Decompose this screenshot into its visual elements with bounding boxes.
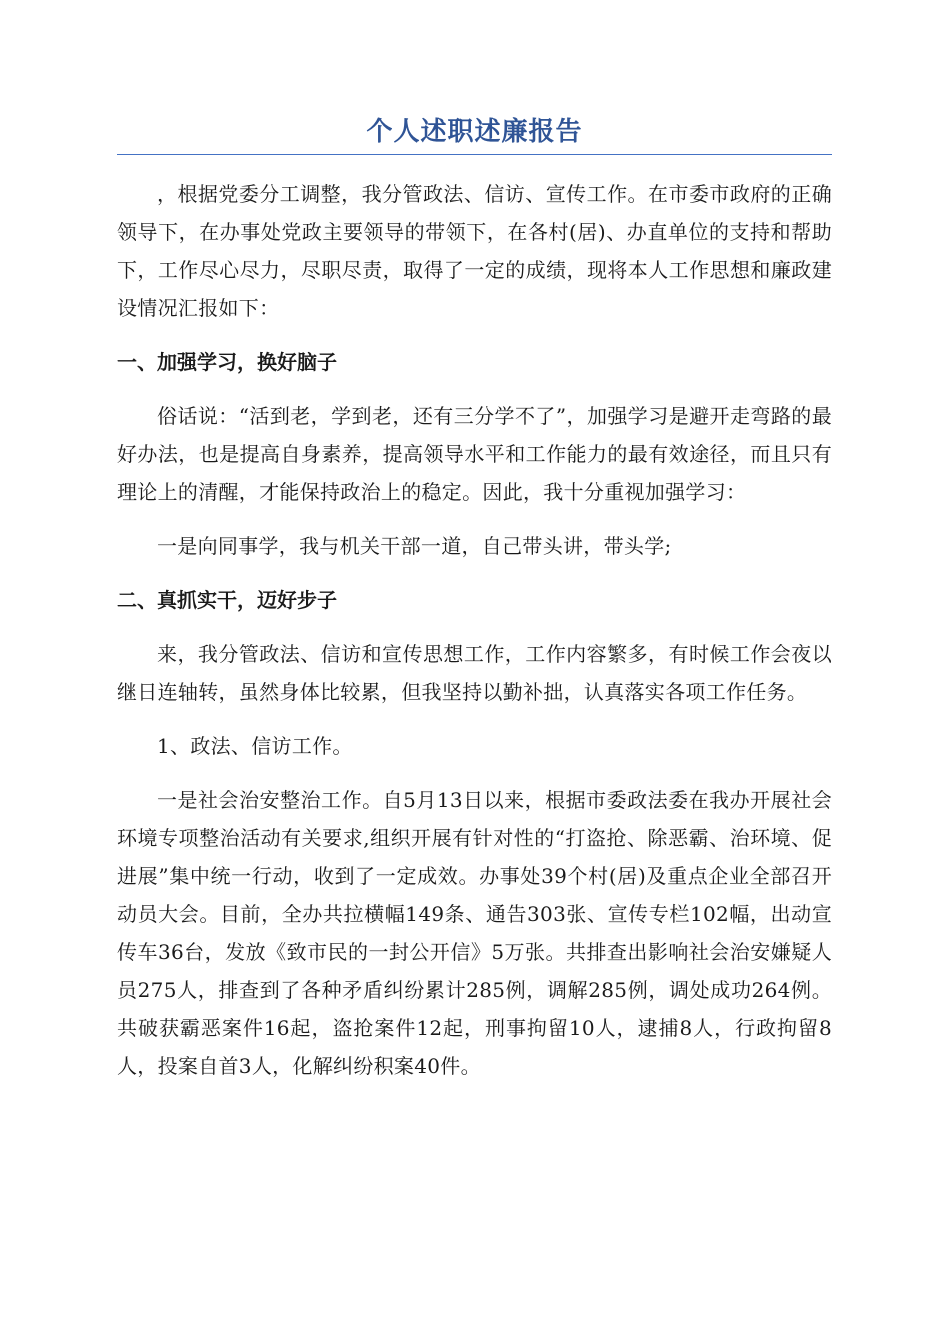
document-body xyxy=(117,175,832,1085)
paragraph-public-security: 一是社会治安整治工作。自5月13日以来，根据市委政法委在我办开展社会环境专项整治活动有关要求,组织开展有针对性的“打盗抢、除恶霸、治环境、促进展”集中统一行动，收到了一定成效。办事处39个村(居)及重点企业全部召开动员大会。目前，全办共拉横幅149条、通告303张、宣传专栏102幅，出动宣传车36台，发放《致市民的一封公开信》5万张。共排查出影响社会治安嫌疑人员275人，排查到了各种矛盾纠纷累计285例，调解285例，调处成功264例。共破获霸恶案件16起，盗抢案件12起，刑事拘留10人，逮捕8人，行政拘留8人，投案自首3人，化解纠纷积案40件。 xyxy=(117,788,832,1078)
page-title: 个人述职述廉报告 xyxy=(117,112,832,155)
intro-paragraph: ，根据党委分工调整，我分管政法、信访、宣传工作。在市委市政府的正确领导下，在办事处党政主要领导的带领下，在各村(居)、办直单位的支持和帮助下，工作尽心尽力，尽职尽责，取得了一定的成绩，现将本人工作思想和廉政建设情况汇报如下： xyxy=(117,182,832,320)
paragraph-study-proverb: 俗话说：“活到老，学到老，还有三分学不了”，加强学习是避开走弯路的最好办法，也是提高自身素养，提高领导水平和工作能力的最有效途径，而且只有理论上的清醒，才能保持政治上的稳定。因此，我十分重视加强学习： xyxy=(117,404,832,504)
section-heading-2: 二、真抓实干，迈好步子 xyxy=(117,588,337,612)
subsection-heading-1: 1、政法、信访工作。 xyxy=(157,734,353,758)
paragraph-learn-from-colleagues: 一是向同事学，我与机关干部一道，自己带头讲，带头学; xyxy=(157,534,672,558)
section-heading-1: 一、加强学习，换好脑子 xyxy=(117,350,337,374)
paragraph-work-overview: 来，我分管政法、信访和宣传思想工作，工作内容繁多，有时候工作会夜以继日连轴转，虽然身体比较累，但我坚持以勤补拙，认真落实各项工作任务。 xyxy=(117,642,832,704)
